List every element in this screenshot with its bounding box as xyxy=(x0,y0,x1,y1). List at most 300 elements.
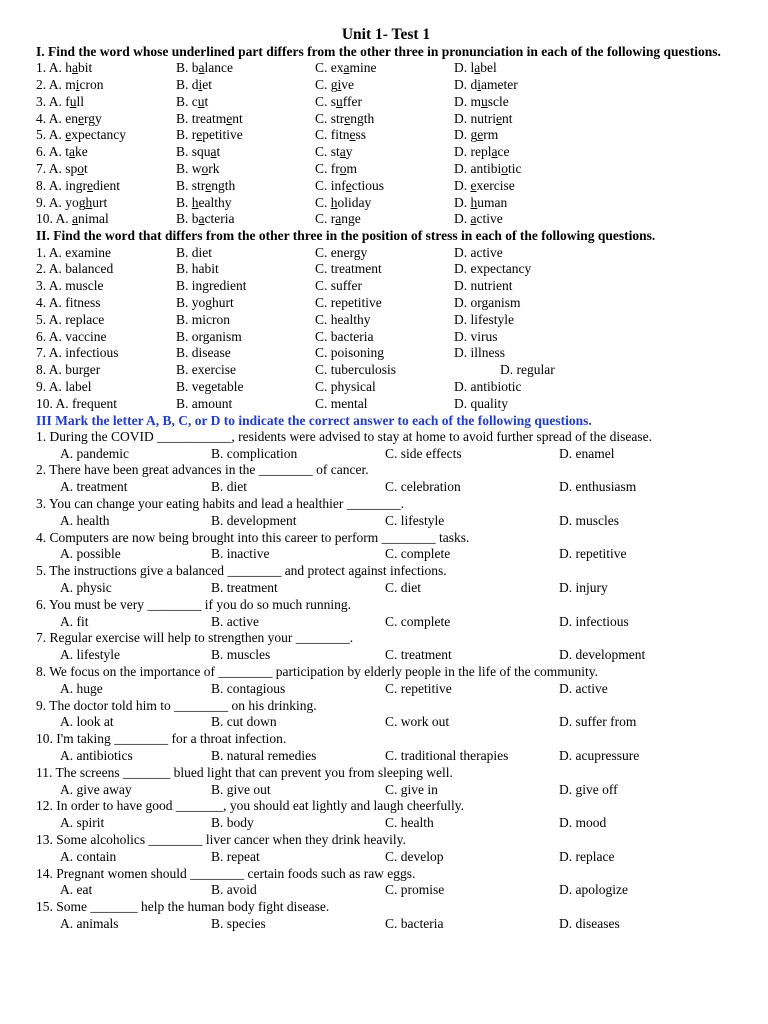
worksheet xyxy=(36,26,736,933)
option-text: bit xyxy=(78,60,93,76)
option-text: B. squ xyxy=(176,144,211,160)
underlined-part: o xyxy=(201,161,209,177)
stress-option: C. mental xyxy=(315,395,368,411)
option-text: 4. A. en xyxy=(36,110,78,126)
question-stem: 15. Some _______ help the human body fight disease. xyxy=(36,899,330,915)
option-text: cteria xyxy=(204,211,235,227)
answer-option[interactable]: C. side effects xyxy=(385,445,462,461)
answer-option[interactable]: B. treatment xyxy=(211,580,278,595)
underlined-part: h xyxy=(191,194,199,210)
answer-options xyxy=(36,714,736,731)
pronunciation-option xyxy=(454,111,513,128)
answer-option[interactable]: A. physic xyxy=(60,580,112,595)
answer-option[interactable]: D. acupressure xyxy=(559,747,640,763)
section-1-list xyxy=(36,60,736,228)
option-text: nge xyxy=(341,211,361,227)
pronunciation-option xyxy=(36,195,107,212)
stress-option: 1. A. examine xyxy=(36,244,111,260)
section-3-heading: III Mark the letter A, B, C, or D to indicate the correct answer to each of the following questions. xyxy=(36,412,592,428)
option-text: D. antibi xyxy=(454,161,502,177)
option-text: nt xyxy=(502,110,513,126)
option-text: t xyxy=(216,144,221,160)
option-text: D. xyxy=(454,194,471,210)
option-text: C. g xyxy=(315,77,338,93)
pronunciation-row xyxy=(36,60,736,77)
stress-option: C. energy xyxy=(315,244,368,260)
stress-row xyxy=(36,379,736,396)
pronunciation-option xyxy=(36,211,109,228)
option-text: rk xyxy=(208,161,220,177)
answer-option[interactable]: A. contain xyxy=(60,848,117,864)
pronunciation-row xyxy=(36,127,736,144)
pronunciation-row xyxy=(36,195,736,212)
underlined-part: i xyxy=(337,77,342,93)
underlined-part: a xyxy=(335,211,342,227)
answer-option[interactable]: A. fit xyxy=(60,613,89,629)
stress-option: B. habit xyxy=(176,261,219,277)
stress-option: B. amount xyxy=(176,395,233,411)
question-stem: 11. The screens _______ blued light that can prevent you from sleeping well. xyxy=(36,764,453,780)
stress-option: C. treatment xyxy=(315,261,382,277)
pronunciation-row xyxy=(36,111,736,128)
option-text: urt xyxy=(92,194,108,210)
underlined-part: u xyxy=(69,93,77,109)
pronunciation-option xyxy=(315,178,384,195)
answer-option[interactable]: B. muscles xyxy=(211,647,271,663)
underlined-part: a xyxy=(491,144,498,160)
answer-options xyxy=(36,849,736,866)
stress-row xyxy=(36,345,736,362)
stress-option: D. expectancy xyxy=(454,261,532,277)
pronunciation-option xyxy=(315,211,361,228)
option-text: B. str xyxy=(176,177,206,193)
answer-option[interactable]: B. species xyxy=(211,915,266,931)
answer-option[interactable]: C. health xyxy=(385,815,434,831)
option-text: m xyxy=(346,161,358,177)
underlined-part: h xyxy=(330,194,338,210)
answer-options xyxy=(36,815,736,832)
pronunciation-row xyxy=(36,94,736,111)
pronunciation-option xyxy=(454,77,518,94)
answer-option[interactable]: C. traditional therapies xyxy=(385,747,509,763)
question-stem: 2. There have been great advances in the ________ of cancer. xyxy=(36,462,369,478)
underlined-part: a xyxy=(72,211,79,227)
option-text: xpectancy xyxy=(71,127,126,143)
option-text: B. w xyxy=(176,161,202,177)
answer-option[interactable]: C. promise xyxy=(385,882,445,898)
answer-option[interactable]: B. repeat xyxy=(211,848,260,864)
stress-option: D. virus xyxy=(454,328,498,344)
answer-option[interactable]: D. infectious xyxy=(559,613,629,629)
stress-option: C. poisoning xyxy=(315,345,385,361)
option-text: 9. A. yog xyxy=(36,194,86,210)
option-text: dient xyxy=(93,177,121,193)
stress-option: 10. A. frequent xyxy=(36,395,117,411)
option-text: B. c xyxy=(176,93,198,109)
underlined-part: e xyxy=(78,110,84,126)
answer-option[interactable]: B. natural remedies xyxy=(211,747,317,763)
answer-option[interactable]: A. possible xyxy=(60,546,121,562)
stress-option: D. organism xyxy=(454,294,521,310)
answer-option[interactable]: C. complete xyxy=(385,613,451,629)
option-text: B. d xyxy=(176,77,199,93)
pronunciation-row xyxy=(36,161,736,178)
pronunciation-option xyxy=(176,111,243,128)
pronunciation-option xyxy=(454,195,507,212)
section-2-heading: II. Find the word that differs from the other three in the position of stress in each of the following questions. xyxy=(36,228,656,244)
option-text: mine xyxy=(349,60,377,76)
option-text: D. xyxy=(454,177,471,193)
stress-option: 9. A. label xyxy=(36,378,92,394)
underlined-part: u xyxy=(336,93,343,109)
option-text: 2. A. m xyxy=(36,77,76,93)
answer-option[interactable]: C. repetitive xyxy=(385,680,452,696)
answer-option[interactable]: B. diet xyxy=(211,479,247,495)
answer-option[interactable]: D. enthusiasm xyxy=(559,479,637,495)
option-text: 5. A. xyxy=(36,127,66,143)
pronunciation-option xyxy=(176,211,235,228)
pronunciation-option xyxy=(36,178,120,195)
option-text: t xyxy=(204,93,209,109)
underlined-part: a xyxy=(69,144,76,160)
pronunciation-option xyxy=(454,211,503,228)
stress-option: 7. A. infectious xyxy=(36,345,119,361)
answer-option[interactable]: B. development xyxy=(211,512,297,528)
underlined-part: i xyxy=(198,77,203,93)
answer-options xyxy=(36,479,736,496)
answer-option[interactable]: B. contagious xyxy=(211,680,286,696)
answer-option[interactable]: B. avoid xyxy=(211,882,257,898)
pronunciation-option xyxy=(315,127,366,144)
underlined-part: e xyxy=(87,177,94,193)
answer-option[interactable]: A. health xyxy=(60,512,110,528)
answer-options xyxy=(36,748,736,765)
answer-option[interactable]: C. give in xyxy=(385,781,438,797)
option-text: D. nutri xyxy=(454,110,496,126)
pronunciation-option xyxy=(36,111,102,128)
pronunciation-option xyxy=(315,111,374,128)
pronunciation-option xyxy=(176,60,233,77)
stress-option: B. vegetable xyxy=(176,378,244,394)
stress-row xyxy=(36,261,736,278)
option-text: scle xyxy=(487,93,509,109)
stress-row xyxy=(36,278,736,295)
option-text: ctious xyxy=(351,177,385,193)
stress-option: D. illness xyxy=(454,345,506,361)
answer-option[interactable]: C. complete xyxy=(385,546,451,562)
answer-options xyxy=(36,546,736,563)
underlined-part: e xyxy=(345,177,352,193)
stress-option: D. antibiotic xyxy=(454,378,522,394)
option-text: C. st xyxy=(315,144,340,160)
question-stem: 9. The doctor told him to ________ on his drinking. xyxy=(36,697,317,713)
answer-option[interactable]: B. give out xyxy=(211,781,271,797)
underlined-part: a xyxy=(470,211,477,227)
pronunciation-option xyxy=(315,195,371,212)
stress-option: B. disease xyxy=(176,345,231,361)
option-text: y xyxy=(345,144,353,160)
section-3-list xyxy=(36,429,736,933)
underlined-part: a xyxy=(339,144,346,160)
stress-option: 2. A. balanced xyxy=(36,261,114,277)
stress-option: 3. A. muscle xyxy=(36,278,104,294)
option-text: uman xyxy=(477,194,508,210)
answer-option[interactable]: A. spirit xyxy=(60,815,105,831)
pronunciation-option xyxy=(454,144,509,161)
option-text: nt xyxy=(232,110,243,126)
option-text: lance xyxy=(204,60,233,76)
answer-option[interactable]: C. celebration xyxy=(385,479,461,495)
option-text: ngth xyxy=(211,177,236,193)
answer-option[interactable]: C. diet xyxy=(385,580,421,595)
option-text: petitive xyxy=(202,127,243,143)
option-text: C. inf xyxy=(315,177,346,193)
stress-option: C. bacteria xyxy=(315,328,374,344)
answer-option[interactable]: A. treatment xyxy=(60,479,128,495)
underlined-part: e xyxy=(344,110,351,126)
option-text: ke xyxy=(75,144,88,160)
pronunciation-option xyxy=(176,94,208,111)
option-text: ve xyxy=(341,77,355,93)
answer-option[interactable]: D. replace xyxy=(559,848,615,864)
option-text: ce xyxy=(497,144,510,160)
stress-option: 8. A. burger xyxy=(36,362,101,378)
option-text: D. g xyxy=(454,127,478,143)
option-text: 8. A. ingr xyxy=(36,177,88,193)
question-stem: 8. We focus on the importance of ________ participation by elderly people in the life of the community. xyxy=(36,663,599,679)
stress-row xyxy=(36,245,736,262)
stress-row xyxy=(36,362,736,379)
stress-option: 4. A. fitness xyxy=(36,294,101,310)
option-text: 1. A. h xyxy=(36,60,73,76)
answer-option[interactable]: A. huge xyxy=(60,680,103,696)
answer-option[interactable]: D. mood xyxy=(559,815,607,831)
option-text: rm xyxy=(483,127,499,143)
option-text: C. s xyxy=(315,93,337,109)
answer-option[interactable]: B. cut down xyxy=(211,714,277,730)
stress-row xyxy=(36,312,736,329)
answer-options xyxy=(36,614,736,631)
option-text: B. xyxy=(176,194,192,210)
option-text: bel xyxy=(480,60,497,76)
option-text: ss xyxy=(355,127,367,143)
answer-option[interactable]: A. antibiotics xyxy=(60,747,133,763)
underlined-part: o xyxy=(339,161,347,177)
pronunciation-option xyxy=(454,94,509,111)
pronunciation-option xyxy=(36,161,88,178)
stress-option: B. exercise xyxy=(176,362,236,378)
option-text: rgy xyxy=(84,110,102,126)
option-text: tic xyxy=(508,161,522,177)
underlined-part: e xyxy=(65,127,72,143)
question-stem: 3. You can change your eating habits and lead a healthier ________. xyxy=(36,496,405,512)
answer-option[interactable]: D. development xyxy=(559,647,646,663)
answer-option[interactable]: D. repetitive xyxy=(559,546,627,562)
answer-option[interactable]: D. muscles xyxy=(559,512,619,528)
answer-option[interactable]: A. lifestyle xyxy=(60,647,120,663)
underlined-part: u xyxy=(197,93,205,109)
option-text: ctive xyxy=(476,211,503,227)
stress-option: D. nutrient xyxy=(454,278,513,294)
stress-option: 5. A. replace xyxy=(36,311,105,327)
question-stem: 13. Some alcoholics ________ liver cancer when they drink heavily. xyxy=(36,831,406,847)
pronunciation-row xyxy=(36,211,736,228)
answer-option[interactable]: C. treatment xyxy=(385,647,452,663)
pronunciation-row xyxy=(36,144,736,161)
answer-option[interactable]: A. look at xyxy=(60,714,114,730)
answer-options xyxy=(36,782,736,799)
underlined-part: a xyxy=(198,211,205,227)
stress-option: C. suffer xyxy=(315,278,362,294)
answer-option[interactable]: C. bacteria xyxy=(385,915,444,931)
option-text: C. xyxy=(315,194,331,210)
answer-options xyxy=(36,916,736,933)
stress-row xyxy=(36,396,736,413)
option-text: C. str xyxy=(315,110,345,126)
question-stem: 6. You must be very ________ if you do so much running. xyxy=(36,596,351,612)
stress-option: D. regular xyxy=(500,362,555,378)
answer-option[interactable]: B. complication xyxy=(211,445,298,461)
pronunciation-option xyxy=(315,161,357,178)
underlined-part: u xyxy=(481,93,488,109)
stress-row xyxy=(36,329,736,346)
stress-option: B. diet xyxy=(176,244,212,260)
stress-option: B. ingredient xyxy=(176,278,247,294)
stress-option: D. active xyxy=(454,244,503,260)
pronunciation-row xyxy=(36,178,736,195)
option-text: C. fr xyxy=(315,161,340,177)
underlined-part: h xyxy=(85,194,93,210)
answer-options xyxy=(36,513,736,530)
option-text: ll xyxy=(76,93,85,109)
pronunciation-option xyxy=(454,161,522,178)
pronunciation-option xyxy=(36,77,104,94)
pronunciation-option xyxy=(176,144,220,161)
question-stem: 14. Pregnant women should ________ certain foods such as raw eggs. xyxy=(36,865,416,881)
answer-option[interactable]: B. body xyxy=(211,815,254,831)
pronunciation-option xyxy=(36,94,84,111)
answer-option[interactable]: B. active xyxy=(211,613,259,629)
underlined-part: i xyxy=(477,77,482,93)
pronunciation-option xyxy=(36,127,126,144)
option-text: ffer xyxy=(342,93,363,109)
option-text: D. d xyxy=(454,77,478,93)
pronunciation-row xyxy=(36,77,736,94)
pronunciation-option xyxy=(176,127,243,144)
underlined-part: a xyxy=(198,60,205,76)
answer-option[interactable]: A. pandemic xyxy=(60,445,129,461)
stress-option: C. tuberculosis xyxy=(315,362,396,378)
underlined-part: o xyxy=(77,161,85,177)
option-text: C. r xyxy=(315,211,336,227)
pronunciation-option xyxy=(315,144,353,161)
answer-option[interactable]: D. diseases xyxy=(559,915,620,931)
underlined-part: e xyxy=(470,177,477,193)
answer-option[interactable]: D. injury xyxy=(559,580,608,595)
option-text: C. fitn xyxy=(315,127,350,143)
underlined-part: e xyxy=(477,127,484,143)
stress-option: 6. A. vaccine xyxy=(36,328,107,344)
pronunciation-option xyxy=(315,60,377,77)
stress-option: C. repetitive xyxy=(315,294,382,310)
pronunciation-option xyxy=(176,77,212,94)
question-stem: 5. The instructions give a balanced ________ and protect against infections. xyxy=(36,563,447,579)
option-text: B. treatm xyxy=(176,110,227,126)
option-text: oliday xyxy=(337,194,372,210)
underlined-part: e xyxy=(196,127,203,143)
answer-option[interactable]: D. active xyxy=(559,680,608,696)
stress-row xyxy=(36,295,736,312)
page-title: Unit 1- Test 1 xyxy=(341,26,431,43)
question-stem: 4. Computers are now being brought into this career to perform ________ tasks. xyxy=(36,529,470,545)
answer-options xyxy=(36,681,736,698)
option-text: 6. A. t xyxy=(36,144,70,160)
stress-option: D. lifestyle xyxy=(454,311,514,327)
option-text: cron xyxy=(79,77,104,93)
option-text: 7. A. sp xyxy=(36,161,78,177)
option-text: D. repl xyxy=(454,144,492,160)
underlined-part: o xyxy=(501,161,508,177)
answer-options xyxy=(36,647,736,664)
option-text: ngth xyxy=(350,110,375,126)
answer-options xyxy=(36,580,736,597)
answer-option[interactable]: D. enamel xyxy=(559,445,615,461)
underlined-part: a xyxy=(474,60,481,76)
answer-option[interactable]: D. apologize xyxy=(559,882,628,898)
option-text: B. b xyxy=(176,211,199,227)
pronunciation-option xyxy=(315,94,362,111)
option-text: 10. A. xyxy=(36,211,73,227)
answer-option[interactable]: D. suffer from xyxy=(559,714,637,730)
option-text: B. b xyxy=(176,60,199,76)
underlined-part: i xyxy=(75,77,80,93)
stress-option: B. micron xyxy=(176,311,230,327)
option-text: D. xyxy=(454,211,471,227)
underlined-part: a xyxy=(343,60,350,76)
pronunciation-option xyxy=(454,127,498,144)
question-stem: 10. I'm taking ________ for a throat infection. xyxy=(36,731,287,747)
stress-option: C. physical xyxy=(315,378,376,394)
answer-options xyxy=(36,882,736,899)
pronunciation-option xyxy=(36,60,92,77)
answer-options xyxy=(36,446,736,463)
section-2-list xyxy=(36,245,736,413)
answer-option[interactable]: A. eat xyxy=(60,882,93,898)
pronunciation-option xyxy=(454,178,515,195)
pronunciation-option xyxy=(176,161,220,178)
underlined-part: a xyxy=(72,60,79,76)
answer-option[interactable]: A. animals xyxy=(60,915,119,931)
stress-option: B. yoghurt xyxy=(176,294,234,310)
answer-option[interactable]: C. develop xyxy=(385,848,444,864)
answer-option[interactable]: C. work out xyxy=(385,714,450,730)
option-text: B. r xyxy=(176,127,197,143)
stress-option: B. organism xyxy=(176,328,242,344)
underlined-part: e xyxy=(496,110,502,126)
pronunciation-option xyxy=(454,60,497,77)
question-stem: 7. Regular exercise will help to strengthen your ________. xyxy=(36,630,354,646)
option-text: C. ex xyxy=(315,60,344,76)
option-text: ealthy xyxy=(198,194,232,210)
answer-option[interactable]: D. give off xyxy=(559,781,618,797)
underlined-part: e xyxy=(205,177,212,193)
pronunciation-option xyxy=(36,144,88,161)
answer-option[interactable]: B. inactive xyxy=(211,546,270,562)
answer-option[interactable]: C. lifestyle xyxy=(385,512,445,528)
option-text: et xyxy=(202,77,213,93)
underlined-part: a xyxy=(210,144,217,160)
answer-option[interactable]: A. give away xyxy=(60,781,132,797)
